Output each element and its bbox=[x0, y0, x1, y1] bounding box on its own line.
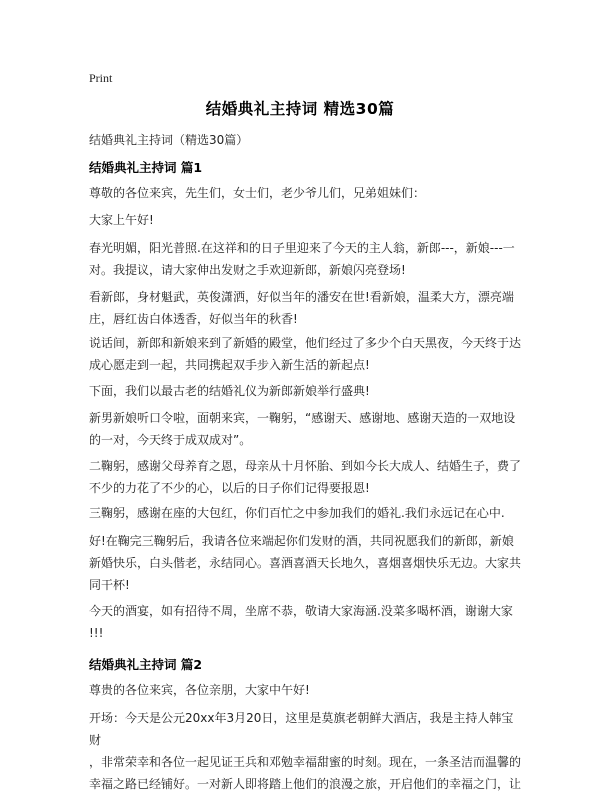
paragraph bbox=[89, 332, 521, 376]
text-line: 新婚快乐，白头偕老，永结同心。喜酒喜酒天长地久，喜烟喜烟快乐无边。大家共 bbox=[89, 556, 522, 570]
paragraph bbox=[89, 182, 521, 204]
paragraph bbox=[89, 286, 521, 330]
text-line: 说话间，新郎和新娘来到了新婚的殿堂，他们经过了多少个白天黑夜，今天终于达 bbox=[89, 336, 522, 350]
text-line: 不少的力花了不少的心，以后的日子你们记得要报恩! bbox=[89, 481, 370, 495]
paragraph bbox=[89, 380, 521, 402]
text-line: !!! bbox=[89, 626, 104, 640]
text-line: 开场：今天是公元20xx年3月20日，这里是莫旗老朝鲜大酒店，我是主持人韩宝财 bbox=[89, 711, 514, 747]
text-line: 今天的酒宴，如有招待不周，坐席不恭，敬请大家海涵.没菜多喝杯酒，谢谢大家 bbox=[89, 604, 513, 618]
paragraph bbox=[89, 237, 521, 281]
text-line: 二鞠躬，感谢父母养育之恩，母亲从十月怀胎、到如今长大成人、结婚生子，费了 bbox=[89, 459, 522, 473]
paragraph bbox=[89, 707, 521, 795]
page-title: 结婚典礼主持词 精选30篇 bbox=[205, 100, 395, 118]
text-line: 的一对，今天终于成双成对”。 bbox=[89, 433, 252, 447]
text-line: 庄，唇红齿白体透香，好似当年的秋香! bbox=[89, 312, 298, 326]
paragraph bbox=[89, 407, 521, 451]
text-line: 同干杯! bbox=[89, 578, 130, 592]
text-line: 尊敬的各位来宾，先生们，女士们，老少爷儿们，兄弟姐妹们： bbox=[89, 186, 426, 200]
document-subtitle: 结婚典礼主持词（精选30篇） bbox=[89, 133, 249, 147]
text-line: 大家上午好! bbox=[89, 213, 154, 227]
text-line: 三鞠躬，感谢在座的大包红，你们百忙之中参加我们的婚礼.我们永远记在心中. bbox=[89, 506, 505, 520]
text-line: 成心愿走到一起，共同携起双手步入新生活的新起点! bbox=[89, 358, 370, 372]
section-heading-2: 结婚典礼主持词 篇2 bbox=[89, 657, 203, 672]
text-line: 对。我提议，请大家伸出发财之手欢迎新郎，新娘闪亮登场! bbox=[89, 263, 406, 277]
text-line: 春光明媚，阳光普照.在这祥和的日子里迎来了今天的主人翁，新郎---，新娘---一 bbox=[89, 241, 515, 255]
text-line: 新男新娘听口令啦，面朝来宾，一鞠躬，“感谢天、感谢地、感谢天造的一双地设 bbox=[89, 411, 516, 425]
section-heading-1: 结婚典礼主持词 篇1 bbox=[89, 160, 203, 175]
paragraph bbox=[89, 530, 521, 596]
text-line: 幸福之路已经铺好。一对新人即将踏上他们的浪漫之旅，开启他们的幸福之门，让 bbox=[89, 777, 522, 791]
text-line: ，非常荣幸和各位一起见证王兵和邓勉幸福甜蜜的时刻。现在，一条圣洁而温馨的 bbox=[89, 755, 522, 769]
print-label[interactable]: Print bbox=[89, 71, 113, 85]
paragraph bbox=[89, 209, 521, 231]
text-line: 尊贵的各位来宾，各位亲朋，大家中午好! bbox=[89, 683, 310, 697]
paragraph bbox=[89, 502, 521, 524]
paragraph bbox=[89, 600, 521, 644]
text-line: 下面，我们以最古老的结婚礼仪为新郎新娘举行盛典! bbox=[89, 384, 370, 398]
paragraph bbox=[89, 455, 521, 499]
text-line: 好!在鞠完三鞠躬后，我请各位来端起你们发财的酒，共同祝愿我们的新郎，新娘 bbox=[89, 534, 514, 548]
text-line: 看新郎，身材魁武，英俊潇洒，好似当年的潘安在世!看新娘，温柔大方，漂亮端 bbox=[89, 290, 514, 304]
paragraph bbox=[89, 679, 521, 701]
